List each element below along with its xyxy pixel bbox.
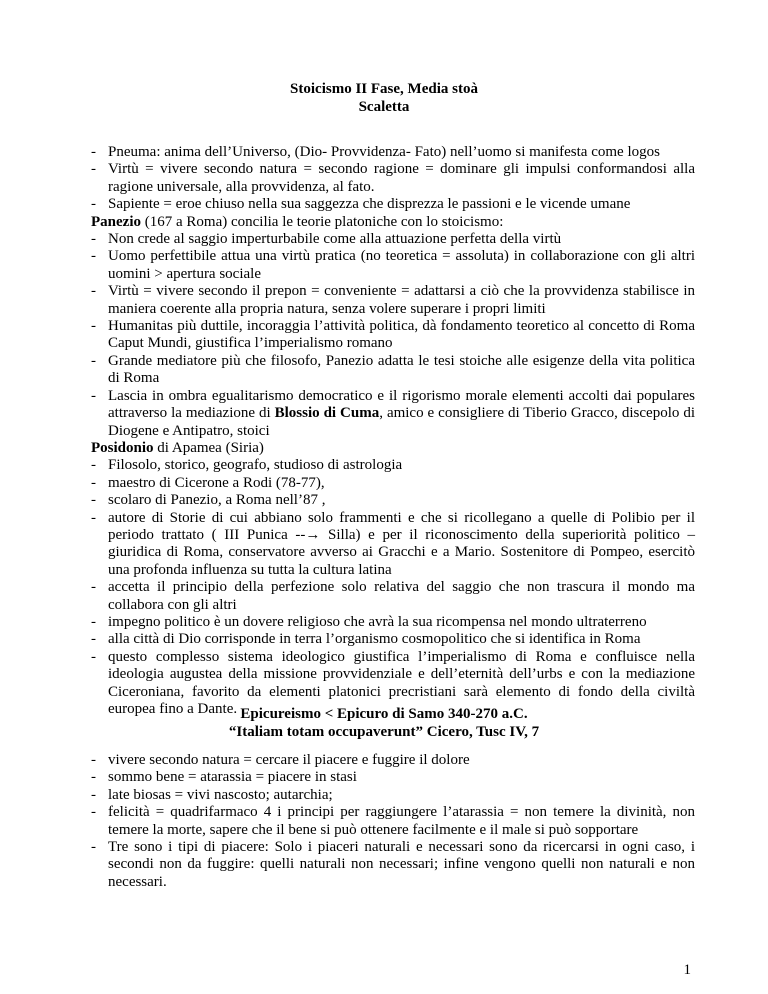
list-item [91,787,695,804]
list-item-text: Virtù = vivere secondo natura = secondo ragione = dominare gli impulsi conformandosi alla ragione universale, alla provvidenza, al fato. [108,161,695,195]
list-item-text: scolaro di Panezio, a Roma nell’87 , [108,492,326,509]
panezio-name: Panezio [91,213,141,230]
bullet-dash: - [91,631,96,648]
list-item [91,196,695,213]
list-item [91,839,695,891]
bullet-dash: - [91,804,96,821]
bullet-dash: - [91,492,96,509]
list-item-text: alla città di Dio corrisponde in terra l’organismo cosmopolitico che si identifica in Roma [108,631,641,648]
text-segment: Lascia in ombra egualitarismo democratico e il rigorismo morale elementi accolti dai populares attraverso la mediazione di [108,387,695,422]
list-item-text: Non crede al saggio imperturbabile come alla attuazione perfetta della virtù [108,231,562,248]
list-item-text: vivere secondo natura = cercare il piacere e fuggire il dolore [108,752,470,768]
epicureismo-body [91,752,695,891]
list-item [91,248,695,283]
list-item [91,631,695,648]
list-item [91,353,695,388]
section-title-epicureismo [0,706,768,741]
bullet-dash: - [91,352,96,369]
posidonio-name: Posidonio [91,439,154,456]
list-item-text: impegno politico è un dovere religioso che avrà la sua ricompensa nel mondo ultraterreno [108,613,647,630]
bullet-dash: - [91,457,96,474]
list-item-text: maestro di Cicerone a Rodi (78-77), [108,474,325,491]
bullet-dash: - [91,248,96,265]
list-item [91,475,695,492]
text-segment: , amico e consigliere di Tiberio Gracco, discepolo di Diogene e Antipatro, stoici [108,405,696,439]
bullet-dash: - [91,769,96,786]
bullet-dash: - [91,613,96,630]
list-item-text: Virtù = vivere secondo il prepon = conveniente = adattarsi a ciò che la provvidenza stabilisce in maniera coerente alla propria natura, senza volere superare i propri limiti [108,283,695,317]
list-item-text: felicità = quadrifarmaco 4 i principi per raggiungere l’atarassia = non temere la divinità, non temere la morte, sapere che il bene si può ottenere facilmente e il male si può sopportare [108,804,695,838]
list-item-text: Sapiente = eroe chiuso nella sua saggezza che disprezza le passioni e le vicende umane [108,196,631,213]
list-item-text: Uomo perfettibile attua una virtù pratica (no teoretica = assoluta) in collaborazione con gli altri uomini > apertura sociale [108,248,695,282]
posidonio-heading [91,440,695,457]
list-item [91,231,695,248]
title-line: Stoicismo II Fase, Media stoà [290,81,478,97]
list-item-text: sommo bene = atarassia = piacere in stasi [108,769,357,786]
list-item-text: Tre sono i tipi di piacere: Solo i piaceri naturali e necessari sono da ricercarsi in ogni caso, i secondi non da fuggire: quelli naturali non necessari; infine vengono quelli non naturali e non necessari. [108,839,695,890]
bullet-dash: - [91,283,96,300]
page-number: 1 [683,962,691,978]
list-item [91,614,695,631]
subtitle-line: Scaletta [358,98,410,115]
bullet-dash: - [91,786,96,803]
subtitle-line: “Italiam totam occupaverunt” Cicero, Tusc IV, 7 [228,723,540,740]
list-item-text: Filosolo, storico, geografo, studioso di astrologia [108,457,403,474]
list-item [91,283,695,318]
list-item-text: Pneuma: anima dell’Universo, (Dio- Provvidenza- Fato) nell’uomo si manifesta come logos [108,144,660,160]
list-item-text: autore di Storie di cui abbiano solo frammenti e che si ricollegano a quelle di Polibio per il periodo trattato ( III Punica --→ Silla) e per il riconoscimento della superiorità politico – giuridica di Roma, conservatore avverso ai Gracchi e a Mario. Sostenitore di Pompeo, esercitò una profonda influenza su tutta la cultura latina [108,509,695,578]
panezio-heading-rest: (167 a Roma) concilia le teorie platoniche con lo stoicismo: [141,213,504,230]
bullet-dash: - [91,387,96,404]
list-item [91,510,695,580]
list-item-text: late biosas = vivi nascosto; autarchia; [108,786,333,803]
list-item [91,752,695,769]
list-item [91,388,695,440]
blossio-name: Blossio di Cuma [274,405,380,422]
panezio-heading [91,214,695,231]
bullet-dash: - [91,474,96,491]
bullet-dash: - [91,752,96,768]
bullet-dash: - [91,509,96,526]
stoicismo-body [91,144,695,718]
list-item [91,457,695,474]
list-item-text: questo complesso sistema ideologico giustifica l’imperialismo di Roma e confluisce nella ideologia augustea della missione provvidenziale e dell’eternità dell’urbs e con la mediazione Ciceroniana, favorito da elementi platonici precristiani sarà elemento di fondo della civiltà europea fino a Dante. [108,648,695,717]
bullet-dash: - [91,579,96,596]
list-item [91,144,695,161]
list-item [91,579,695,614]
list-item [91,318,695,353]
list-item-text: Grande mediatore più che filosofo, Panezio adatta le tesi stoiche alle esigenze della vita politica di Roma [108,352,695,387]
list-item-text: accetta il principio della perfezione solo relativa del saggio che non trascura il mondo ma collabora con gli altri [108,579,695,613]
list-item [91,161,695,196]
section-title-stoicismo [0,81,768,116]
bullet-dash: - [91,648,96,665]
bullet-dash: - [91,839,96,856]
bullet-dash: - [91,144,96,160]
list-item-text: Humanitas più duttile, incoraggia l’attività politica, dà fondamento teoretico al concetto di Roma Caput Mundi, giustifica l’imperialismo romano [108,318,695,352]
title-line: Epicureismo < Epicuro di Samo 340-270 a.C. [240,706,528,722]
posidonio-heading-rest: di Apamea (Siria) [153,439,264,456]
list-item [91,492,695,509]
bullet-dash: - [91,231,96,248]
bullet-dash: - [91,318,96,335]
bullet-dash: - [91,196,96,213]
bullet-dash: - [91,161,96,178]
list-item-text [108,388,695,440]
list-item [91,769,695,786]
list-item [91,804,695,839]
